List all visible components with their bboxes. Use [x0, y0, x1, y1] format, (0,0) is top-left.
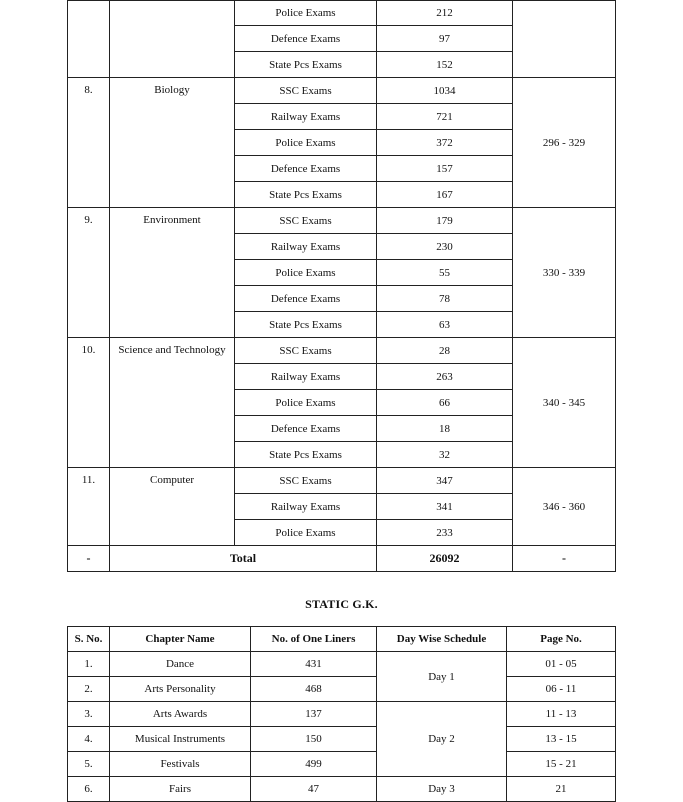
count-cell: 233 [377, 520, 513, 546]
exam-cell: State Pcs Exams [235, 442, 377, 468]
count-cell: 347 [377, 468, 513, 494]
sno-cell: 1. [68, 652, 110, 677]
pages-cell: 346 - 360 [513, 468, 616, 546]
pages-cell: 296 - 329 [513, 78, 616, 208]
table-row [68, 727, 616, 752]
exam-cell: Railway Exams [235, 104, 377, 130]
total-sno-cell: - [68, 546, 110, 572]
sno-cell: 9. [68, 208, 110, 338]
chapter-cell [110, 1, 235, 78]
chapter-cell: Biology [110, 78, 235, 208]
liners-cell: 499 [251, 752, 377, 777]
schedule-cell: Day 2 [377, 702, 507, 777]
sno-cell: 8. [68, 78, 110, 208]
exam-cell: Police Exams [235, 390, 377, 416]
exam-cell: Police Exams [235, 520, 377, 546]
table-row [68, 702, 616, 727]
schedule-cell: Day 1 [377, 652, 507, 702]
table-row [68, 652, 616, 677]
total-label: Total [110, 546, 377, 572]
page-cell: 11 - 13 [507, 702, 616, 727]
table-row [68, 208, 616, 234]
exam-cell: Railway Exams [235, 364, 377, 390]
exam-cell: SSC Exams [235, 468, 377, 494]
exam-cell: SSC Exams [235, 338, 377, 364]
count-cell: 179 [377, 208, 513, 234]
exam-cell: State Pcs Exams [235, 52, 377, 78]
sno-cell: 3. [68, 702, 110, 727]
pages-cell: 330 - 339 [513, 208, 616, 338]
exam-cell: Railway Exams [235, 494, 377, 520]
liners-cell: 150 [251, 727, 377, 752]
table-row [68, 752, 616, 777]
liners-cell: 468 [251, 677, 377, 702]
exam-cell: Defence Exams [235, 156, 377, 182]
exam-cell: Police Exams [235, 130, 377, 156]
table-row [68, 677, 616, 702]
page-cell: 21 [507, 777, 616, 802]
header-schedule: Day Wise Schedule [377, 627, 507, 652]
sno-cell [68, 1, 110, 78]
exam-cell: State Pcs Exams [235, 182, 377, 208]
count-cell: 230 [377, 234, 513, 260]
count-cell: 341 [377, 494, 513, 520]
count-cell: 55 [377, 260, 513, 286]
count-cell: 152 [377, 52, 513, 78]
table-row [68, 777, 616, 802]
exam-cell: Defence Exams [235, 26, 377, 52]
total-count: 26092 [377, 546, 513, 572]
chapter-cell: Fairs [110, 777, 251, 802]
liners-cell: 137 [251, 702, 377, 727]
exam-cell: SSC Exams [235, 78, 377, 104]
chapter-cell: Arts Awards [110, 702, 251, 727]
table-row [68, 338, 616, 364]
chapter-cell: Festivals [110, 752, 251, 777]
page-cell: 15 - 21 [507, 752, 616, 777]
count-cell: 63 [377, 312, 513, 338]
count-cell: 721 [377, 104, 513, 130]
liners-cell: 431 [251, 652, 377, 677]
sno-cell: 11. [68, 468, 110, 546]
exam-cell: SSC Exams [235, 208, 377, 234]
exam-cell: Defence Exams [235, 286, 377, 312]
header-liners: No. of One Liners [251, 627, 377, 652]
sno-cell: 2. [68, 677, 110, 702]
count-cell: 1034 [377, 78, 513, 104]
exam-cell: Police Exams [235, 260, 377, 286]
total-row [68, 546, 616, 572]
count-cell: 18 [377, 416, 513, 442]
liners-cell: 47 [251, 777, 377, 802]
schedule-cell: Day 3 [377, 777, 507, 802]
header-row [68, 627, 616, 652]
count-cell: 157 [377, 156, 513, 182]
header-page: Page No. [507, 627, 616, 652]
count-cell: 97 [377, 26, 513, 52]
count-cell: 28 [377, 338, 513, 364]
header-chapter: Chapter Name [110, 627, 251, 652]
header-sno: S. No. [68, 627, 110, 652]
exam-cell: Railway Exams [235, 234, 377, 260]
static-gk-table [67, 626, 616, 802]
table-row [68, 78, 616, 104]
chapter-cell: Musical Instruments [110, 727, 251, 752]
page-cell: 01 - 05 [507, 652, 616, 677]
chapter-cell: Computer [110, 468, 235, 546]
sno-cell: 6. [68, 777, 110, 802]
chapter-cell: Environment [110, 208, 235, 338]
count-cell: 212 [377, 1, 513, 26]
page-cell: 13 - 15 [507, 727, 616, 752]
count-cell: 78 [377, 286, 513, 312]
sno-cell: 4. [68, 727, 110, 752]
count-cell: 32 [377, 442, 513, 468]
exam-cell: Police Exams [235, 1, 377, 26]
exam-cell: Defence Exams [235, 416, 377, 442]
sno-cell: 10. [68, 338, 110, 468]
table-row [68, 1, 616, 26]
count-cell: 66 [377, 390, 513, 416]
count-cell: 372 [377, 130, 513, 156]
section-title: STATIC G.K. [305, 597, 378, 611]
chapter-cell: Science and Technology [110, 338, 235, 468]
subject-summary-table [67, 0, 616, 572]
chapter-cell: Arts Personality [110, 677, 251, 702]
pages-cell: 340 - 345 [513, 338, 616, 468]
pages-cell [513, 1, 616, 78]
count-cell: 167 [377, 182, 513, 208]
exam-cell: State Pcs Exams [235, 312, 377, 338]
total-pages-cell: - [513, 546, 616, 572]
page-cell: 06 - 11 [507, 677, 616, 702]
count-cell: 263 [377, 364, 513, 390]
sno-cell: 5. [68, 752, 110, 777]
table-row [68, 468, 616, 494]
chapter-cell: Dance [110, 652, 251, 677]
